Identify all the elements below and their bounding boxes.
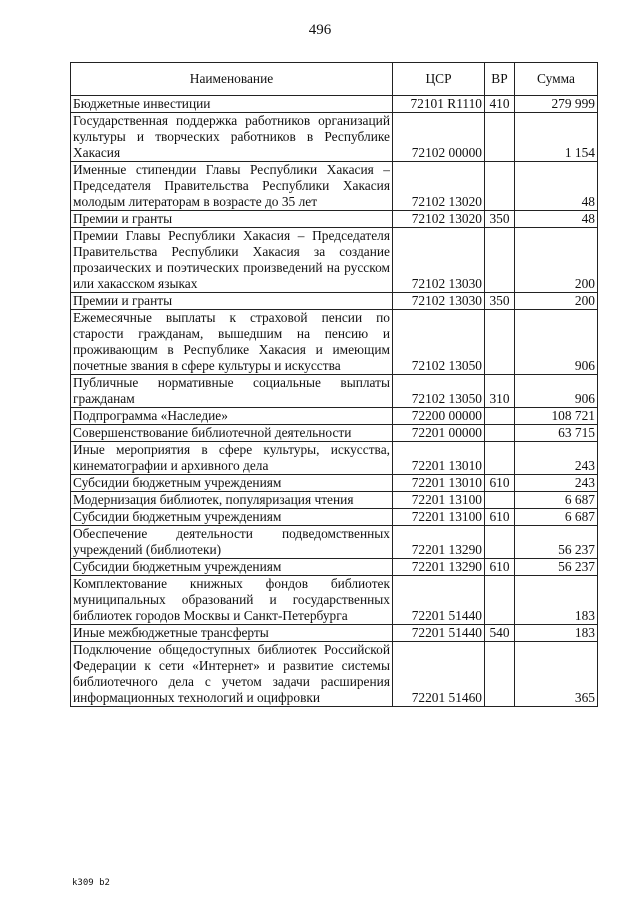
cell-csr: 72201 13290 bbox=[393, 559, 485, 576]
cell-sum: 48 bbox=[515, 162, 598, 211]
table-row bbox=[71, 162, 598, 211]
cell-vr bbox=[485, 442, 515, 475]
table-row bbox=[71, 509, 598, 526]
budget-table bbox=[70, 62, 598, 707]
cell-sum: 365 bbox=[515, 642, 598, 707]
cell-csr: 72201 51440 bbox=[393, 625, 485, 642]
cell-csr: 72201 51440 bbox=[393, 576, 485, 625]
cell-sum: 183 bbox=[515, 576, 598, 625]
cell-name: Субсидии бюджетным учреждениям bbox=[71, 475, 393, 492]
cell-csr: 72101 R1110 bbox=[393, 96, 485, 113]
cell-vr: 610 bbox=[485, 509, 515, 526]
cell-csr: 72201 51460 bbox=[393, 642, 485, 707]
cell-vr: 540 bbox=[485, 625, 515, 642]
table-row bbox=[71, 559, 598, 576]
cell-name: Премии Главы Республики Хакасия – Председателя Правительства Республики Хакасия за создание прозаических и поэтических произведений на русском или хакасском языках bbox=[71, 228, 393, 293]
cell-name: Подключение общедоступных библиотек Российской Федерации к сети «Интернет» и развитие системы библиотечного дела с учетом задачи расширения информационных технологий и оцифровки bbox=[71, 642, 393, 707]
cell-vr bbox=[485, 310, 515, 375]
cell-name: Премии и гранты bbox=[71, 293, 393, 310]
cell-csr: 72201 13100 bbox=[393, 509, 485, 526]
header-csr: ЦСР bbox=[393, 63, 485, 96]
cell-name: Ежемесячные выплаты к страховой пенсии по старости гражданам, вышедшим на пенсию и проживающим в Республике Хакасия и имеющим почетные звания в сфере культуры и искусства bbox=[71, 310, 393, 375]
cell-csr: 72102 13030 bbox=[393, 293, 485, 310]
cell-sum: 108 721 bbox=[515, 408, 598, 425]
cell-sum: 200 bbox=[515, 293, 598, 310]
cell-sum: 63 715 bbox=[515, 425, 598, 442]
cell-name: Иные межбюджетные трансферты bbox=[71, 625, 393, 642]
table-row bbox=[71, 113, 598, 162]
table-row bbox=[71, 310, 598, 375]
cell-sum: 243 bbox=[515, 475, 598, 492]
cell-csr: 72201 13010 bbox=[393, 475, 485, 492]
cell-name: Государственная поддержка работников организаций культуры и творческих работников в Республике Хакасия bbox=[71, 113, 393, 162]
cell-sum: 48 bbox=[515, 211, 598, 228]
table-row bbox=[71, 228, 598, 293]
cell-sum: 56 237 bbox=[515, 526, 598, 559]
cell-sum: 200 bbox=[515, 228, 598, 293]
cell-vr bbox=[485, 228, 515, 293]
table-row bbox=[71, 96, 598, 113]
cell-vr bbox=[485, 492, 515, 509]
table-row bbox=[71, 408, 598, 425]
cell-vr: 410 bbox=[485, 96, 515, 113]
cell-vr bbox=[485, 425, 515, 442]
table-row bbox=[71, 576, 598, 625]
cell-sum: 183 bbox=[515, 625, 598, 642]
cell-csr: 72201 00000 bbox=[393, 425, 485, 442]
cell-name: Обеспечение деятельности подведомственных учреждений (библиотеки) bbox=[71, 526, 393, 559]
page-number: 496 bbox=[308, 22, 332, 38]
cell-sum: 56 237 bbox=[515, 559, 598, 576]
cell-csr: 72102 13050 bbox=[393, 375, 485, 408]
cell-vr: 350 bbox=[485, 293, 515, 310]
cell-name: Субсидии бюджетным учреждениям bbox=[71, 559, 393, 576]
cell-csr: 72102 13030 bbox=[393, 228, 485, 293]
table-row bbox=[71, 425, 598, 442]
table-row bbox=[71, 492, 598, 509]
cell-sum: 6 687 bbox=[515, 509, 598, 526]
cell-csr: 72200 00000 bbox=[393, 408, 485, 425]
cell-name: Премии и гранты bbox=[71, 211, 393, 228]
cell-vr bbox=[485, 408, 515, 425]
cell-sum: 6 687 bbox=[515, 492, 598, 509]
cell-vr: 350 bbox=[485, 211, 515, 228]
cell-sum: 906 bbox=[515, 310, 598, 375]
header-sum: Сумма bbox=[515, 63, 598, 96]
cell-sum: 279 999 bbox=[515, 96, 598, 113]
cell-vr bbox=[485, 576, 515, 625]
table-row bbox=[71, 642, 598, 707]
cell-name: Комплектование книжных фондов библиотек муниципальных образований и государственных библиотек городов Москвы и Санкт-Петербурга bbox=[71, 576, 393, 625]
cell-name: Иные мероприятия в сфере культуры, искусства, кинематографии и архивного дела bbox=[71, 442, 393, 475]
cell-name: Публичные нормативные социальные выплаты гражданам bbox=[71, 375, 393, 408]
cell-csr: 72102 13020 bbox=[393, 162, 485, 211]
header-vr: ВР bbox=[485, 63, 515, 96]
table-row bbox=[71, 526, 598, 559]
cell-csr: 72201 13100 bbox=[393, 492, 485, 509]
cell-vr: 610 bbox=[485, 559, 515, 576]
cell-csr: 72102 00000 bbox=[393, 113, 485, 162]
cell-sum: 1 154 bbox=[515, 113, 598, 162]
table-row bbox=[71, 475, 598, 492]
cell-csr: 72102 13020 bbox=[393, 211, 485, 228]
cell-vr bbox=[485, 113, 515, 162]
cell-vr bbox=[485, 526, 515, 559]
table-row bbox=[71, 442, 598, 475]
cell-sum: 243 bbox=[515, 442, 598, 475]
cell-csr: 72201 13290 bbox=[393, 526, 485, 559]
cell-name: Совершенствование библиотечной деятельности bbox=[71, 425, 393, 442]
table-row bbox=[71, 293, 598, 310]
table-header-row bbox=[71, 63, 598, 96]
cell-vr bbox=[485, 162, 515, 211]
cell-vr: 310 bbox=[485, 375, 515, 408]
cell-vr: 610 bbox=[485, 475, 515, 492]
cell-name: Модернизация библиотек, популяризация чтения bbox=[71, 492, 393, 509]
cell-vr bbox=[485, 642, 515, 707]
cell-csr: 72102 13050 bbox=[393, 310, 485, 375]
footer-code: k309 b2 bbox=[72, 878, 110, 888]
table-row bbox=[71, 211, 598, 228]
cell-sum: 906 bbox=[515, 375, 598, 408]
cell-name: Бюджетные инвестиции bbox=[71, 96, 393, 113]
cell-name: Субсидии бюджетным учреждениям bbox=[71, 509, 393, 526]
table-row bbox=[71, 625, 598, 642]
header-name: Наименование bbox=[71, 63, 393, 96]
cell-name: Подпрограмма «Наследие» bbox=[71, 408, 393, 425]
table-row bbox=[71, 375, 598, 408]
cell-name: Именные стипендии Главы Республики Хакасия – Председателя Правительства Республики Хакасия молодым литераторам в возрасте до 35 лет bbox=[71, 162, 393, 211]
cell-csr: 72201 13010 bbox=[393, 442, 485, 475]
